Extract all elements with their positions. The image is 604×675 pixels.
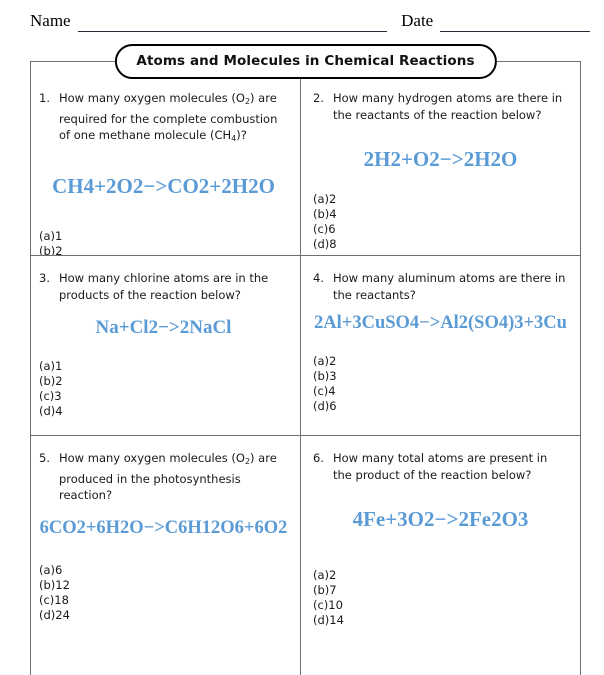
option-value: 6 — [329, 399, 337, 413]
options-list-5 — [39, 563, 288, 623]
question-cell-3 — [31, 255, 300, 435]
equation-2: 2H2+O2−>2H2O — [363, 147, 518, 171]
option-key: (a) — [39, 228, 56, 243]
equation-1: CH4+2O2−>CO2+2H2O — [52, 173, 275, 198]
question-number-3: 3. — [39, 271, 50, 285]
question-cell-2 — [300, 62, 580, 255]
question-text-3: How many chlorine atoms are in the products of the reaction below? — [59, 271, 269, 302]
question-text-2: How many hydrogen atoms are there in the reactants of the reaction below? — [333, 91, 563, 122]
option-item[interactable] — [39, 229, 288, 244]
option-item[interactable] — [313, 354, 568, 369]
option-item[interactable] — [39, 374, 288, 389]
equation-4: 2Al+3CuSO4−>Al2(SO4)3+3Cu — [314, 313, 567, 333]
spacer — [313, 532, 568, 568]
option-key: (a) — [39, 562, 56, 577]
option-value: 4 — [328, 384, 336, 398]
options-list-4 — [313, 354, 568, 414]
option-item[interactable] — [313, 598, 568, 613]
question-cell-6 — [300, 435, 580, 675]
option-value: 10 — [328, 598, 343, 612]
option-item[interactable] — [313, 237, 568, 252]
option-item[interactable] — [39, 404, 288, 419]
option-item[interactable] — [313, 568, 568, 583]
options-list-2 — [313, 192, 568, 252]
option-key: (d) — [313, 613, 330, 627]
option-item[interactable] — [313, 192, 568, 207]
options-list-3 — [39, 359, 288, 419]
option-value: 2 — [329, 354, 337, 368]
question-text-4: How many aluminum atoms are there in the reactants? — [333, 271, 566, 302]
worksheet-frame — [30, 53, 581, 675]
name-date-header — [0, 0, 604, 32]
question-cell-4 — [300, 255, 580, 435]
spacer — [313, 334, 568, 354]
option-key: (b) — [313, 583, 330, 597]
question-prompt-5 — [39, 450, 288, 504]
equation-5: 6CO2+6H2O−>C6H12O6+6O2 — [39, 517, 288, 538]
option-key: (a) — [313, 354, 330, 368]
question-cell-1 — [31, 62, 300, 255]
question-number-4: 4. — [313, 271, 324, 285]
option-item[interactable] — [39, 578, 288, 593]
option-key: (b) — [313, 369, 330, 383]
option-item[interactable] — [313, 222, 568, 237]
question-prompt-2 — [313, 90, 568, 123]
question-prompt-1 — [39, 90, 288, 148]
option-value: 2 — [329, 192, 337, 206]
date-write-line[interactable] — [440, 14, 590, 32]
option-value: 6 — [55, 562, 63, 577]
spacer — [39, 339, 288, 359]
equation-3: Na+Cl2−>2NaCl — [95, 317, 232, 338]
option-value: 12 — [55, 577, 70, 592]
option-item[interactable] — [313, 399, 568, 414]
spacer — [39, 199, 288, 229]
question-prompt-4 — [313, 270, 568, 303]
option-item[interactable] — [313, 384, 568, 399]
name-label: Name — [30, 11, 71, 30]
option-value: 8 — [329, 237, 337, 251]
spacer — [313, 172, 568, 192]
question-text-1: How many oxygen molecules $(O_2)$ are required for the complete combustion of one methane molecule $(CH_4)$? — [59, 91, 278, 143]
spacer — [313, 123, 568, 147]
option-value: 4 — [329, 207, 337, 221]
option-key: (c) — [313, 598, 329, 612]
option-value: 1 — [55, 359, 63, 373]
spacer — [39, 504, 288, 518]
option-key: (b) — [39, 374, 56, 388]
question-number-2: 2. — [313, 91, 324, 105]
option-value: 3 — [329, 369, 337, 383]
option-key: (a) — [313, 192, 330, 206]
option-item[interactable] — [39, 244, 288, 256]
spacer — [313, 303, 568, 313]
option-key: (c) — [313, 222, 329, 236]
option-key: (c) — [313, 384, 329, 398]
option-value: 2 — [329, 568, 337, 582]
worksheet-title: Atoms and Molecules in Chemical Reactions — [136, 53, 475, 69]
option-key: (c) — [39, 592, 55, 607]
options-list-6 — [313, 568, 568, 628]
spacer — [313, 483, 568, 507]
option-item[interactable] — [313, 583, 568, 598]
option-value: 7 — [329, 583, 337, 597]
option-key: (b) — [313, 207, 330, 221]
option-item[interactable] — [313, 369, 568, 384]
option-value: 2 — [55, 243, 63, 255]
question-text-5: How many oxygen molecules $(O_2)$ are produced in the photosynthesis reaction? — [59, 451, 277, 502]
name-write-line[interactable] — [78, 14, 388, 32]
question-grid — [31, 62, 580, 675]
equation-6: 4Fe+3O2−>2Fe2O3 — [352, 507, 529, 531]
question-number-5: 5. — [39, 451, 50, 465]
option-item[interactable] — [313, 613, 568, 628]
option-key: (d) — [313, 399, 330, 413]
option-item[interactable] — [313, 207, 568, 222]
question-prompt-6 — [313, 450, 568, 483]
question-prompt-3 — [39, 270, 288, 303]
option-value: 3 — [54, 389, 62, 403]
option-item[interactable] — [39, 608, 288, 623]
option-key: (d) — [313, 237, 330, 251]
option-key: (c) — [39, 389, 55, 403]
spacer — [39, 303, 288, 317]
question-text-6: How many total atoms are present in the product of the reaction below? — [333, 451, 548, 482]
date-label: Date — [401, 11, 434, 30]
spacer — [39, 539, 288, 563]
option-key: (b) — [39, 577, 56, 592]
option-value: 4 — [55, 404, 63, 418]
options-list-1 — [39, 229, 288, 256]
option-key: (b) — [39, 243, 56, 255]
option-value: 14 — [329, 613, 344, 627]
option-key: (d) — [39, 607, 56, 622]
option-value: 6 — [328, 222, 336, 236]
question-number-1: 1. — [39, 91, 50, 105]
option-item[interactable] — [39, 593, 288, 608]
worksheet-title-banner — [114, 44, 496, 79]
option-item[interactable] — [39, 359, 288, 374]
option-value: 24 — [55, 607, 70, 622]
option-key: (a) — [313, 568, 330, 582]
option-value: 18 — [54, 592, 69, 607]
option-key: (a) — [39, 359, 56, 373]
spacer — [39, 148, 288, 174]
option-value: 2 — [55, 374, 63, 388]
option-item[interactable] — [39, 563, 288, 578]
option-value: 1 — [55, 228, 63, 243]
option-key: (d) — [39, 404, 56, 418]
question-number-6: 6. — [313, 451, 324, 465]
option-item[interactable] — [39, 389, 288, 404]
question-cell-5 — [31, 435, 300, 675]
